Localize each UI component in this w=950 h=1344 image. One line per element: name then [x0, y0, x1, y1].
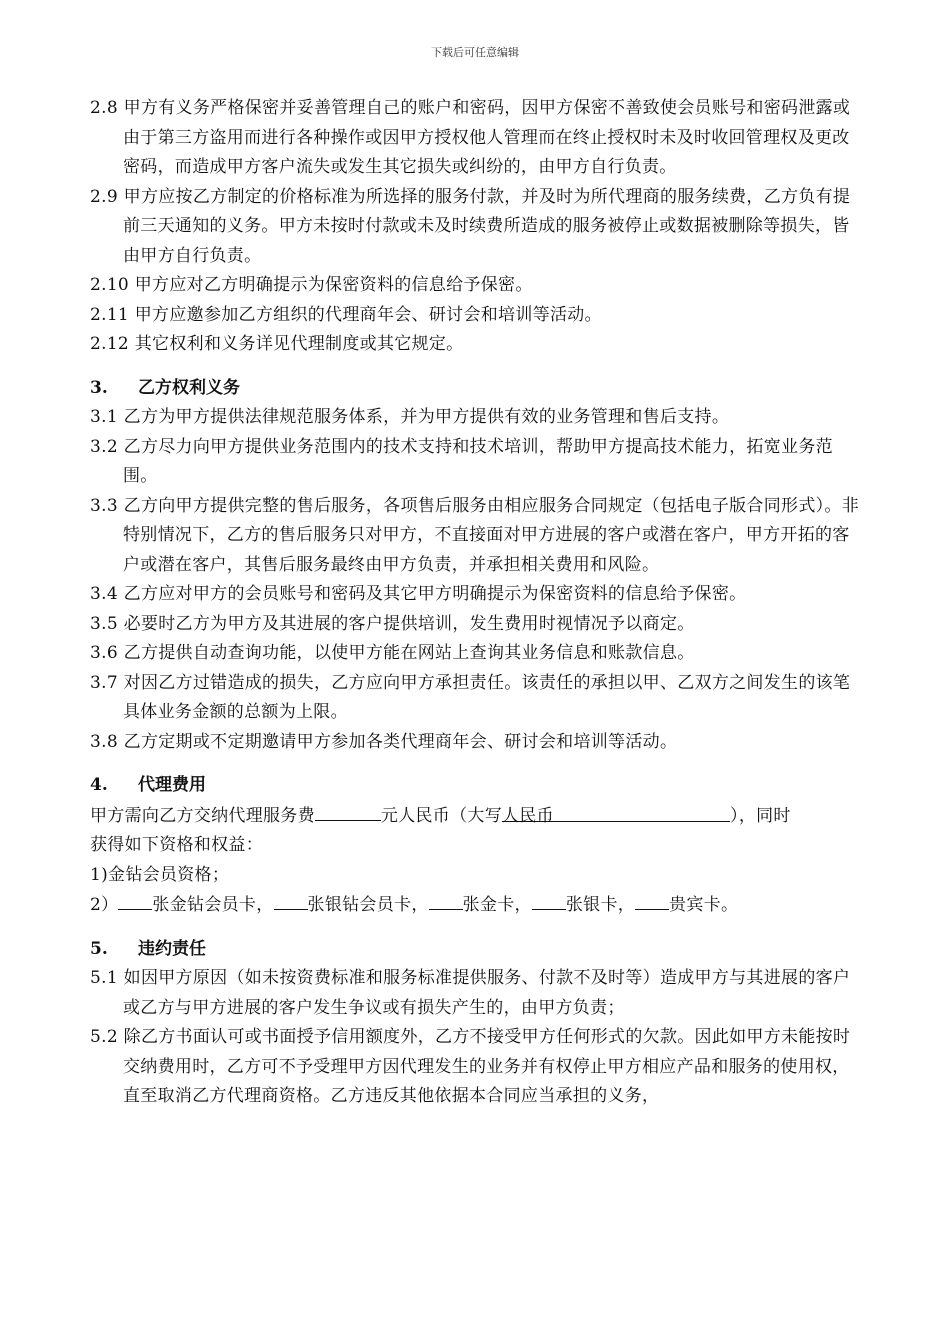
clause-3-3: 3.3 乙方向甲方提供完整的售后服务，各项售后服务由相应服务合同规定（包括电子版合同形式）。非特别情况下，乙方的售后服务只对甲方，不直接面对甲方进展的客户或潜在客户，甲方开拓的客户或潜在客户，其售后服务最终由甲方负责，并承担相关费用和风险。: [90, 495, 860, 575]
card-item: 张银钻会员卡，: [307, 895, 429, 915]
card-item: 贵宾卡。: [669, 895, 739, 915]
section-4-number: 4.: [90, 775, 108, 795]
fee-amount-blank: [315, 801, 381, 821]
clause-2-8: 2.8 甲方有义务严格保密并妥善管理自己的账户和密码，因甲方保密不善致使会员账号和密码泄露或由于第三方盗用而进行各种操作或因甲方授权他人管理而在终止授权时未及时收回管理权及更改密码，而造成甲方客户流失或发生其它损失或纠纷的，由甲方自行负责。: [90, 98, 851, 177]
card-count-blank: [532, 890, 566, 910]
section-3-heading: [90, 374, 865, 404]
section-2-items: [90, 94, 865, 360]
fee-line: [90, 801, 865, 832]
benefit-2: [90, 890, 865, 921]
card-count-blank: [118, 890, 152, 910]
card-count-blank: [274, 890, 308, 910]
section-3-title: 乙方权利义务: [138, 377, 240, 398]
card-item: 张银卡，: [565, 895, 636, 915]
clause-2-10: 2.10 甲方应对乙方明确提示为保密资料的信息给予保密。: [90, 275, 533, 295]
card-item: 张金卡，: [462, 895, 532, 915]
section-3-items: [90, 403, 865, 757]
clause-3-4: 3.4 乙方应对甲方的会员账号和密码及其它甲方明确提示为保密资料的信息给予保密。: [90, 584, 747, 604]
section-5-number: 5.: [90, 938, 108, 959]
section-5-items: [90, 964, 865, 1112]
clause-3-8: 3.8 乙方定期或不定期邀请甲方参加各类代理商年会、研讨会和培训等活动。: [90, 731, 678, 752]
clause-3-5: 3.5 必要时乙方为甲方及其进展的客户提供培训，发生费用时视情况予以商定。: [90, 613, 695, 634]
clause-3-2: 3.2 乙方尽力向甲方提供业务范围内的技术支持和技术培训，帮助甲方提高技术能力，拓宽业务范围。: [90, 436, 833, 486]
fee-suffix: ），同时: [730, 805, 791, 826]
clause-2-11: 2.11 甲方应邀参加乙方组织的代理商年会、研讨会和培训等活动。: [90, 304, 602, 325]
fee-currency: 人民币: [502, 805, 554, 826]
section-5-title: 违约责任: [138, 938, 206, 959]
page-header: 下载后可任意编辑: [431, 46, 519, 59]
clause-2-12: 2.12 其它权利和义务详见代理制度或其它规定。: [90, 334, 464, 354]
section-3-number: 3.: [90, 377, 108, 398]
contract-body: [90, 94, 865, 1112]
benefit-2-prefix: 2）: [90, 895, 119, 915]
clause-3-1: 3.1 乙方为甲方提供法律规范服务体系，并为甲方提供有效的业务管理和售后支持。: [90, 407, 730, 427]
clause-3-6: 3.6 乙方提供自动查询功能，以使甲方能在网站上查询其业务信息和账款信息。: [90, 643, 695, 663]
clause-5-1: 5.1 如因甲方原因（如未按资费标准和服务标准提供服务、付款不及时等）造成甲方与其进展的客户或乙方与甲方进展的客户发生争议或有损失产生的，由甲方负责；: [90, 968, 851, 1018]
clause-2-9: 2.9 甲方应按乙方制定的价格标准为所选择的服务付款，并及时为所代理商的服务续费，乙方负有提前三天通知的义务。甲方未按时付款或未及时续费所造成的服务被停止或数据被删除等损失，皆由甲方自行负责。: [90, 186, 851, 266]
fee-capital-blank: [502, 802, 730, 826]
card-count-blank: [635, 890, 669, 910]
section-4-title: 代理费用: [138, 775, 206, 795]
card-item: 张金钻会员卡，: [152, 895, 274, 915]
card-count-blank: [429, 890, 463, 910]
section-4-heading: [90, 771, 865, 801]
fee-prefix: 甲方需向乙方交纳代理服务费: [90, 805, 315, 826]
clause-3-7: 3.7 对因乙方过错造成的损失，乙方应向甲方承担责任。该责任的承担以甲、乙双方之间发生的该笔具体业务金额的总额为上限。: [90, 672, 851, 722]
section-5-heading: [90, 935, 865, 965]
benefit-1: 1)金钻会员资格；: [90, 864, 230, 885]
clause-5-2: 5.2 除乙方书面认可或书面授予信用额度外，乙方不接受甲方任何形式的欠款。因此如甲方未能按时交纳费用时，乙方可不予受理甲方因代理发生的业务并有权停止甲方相应产品和服务的使用权，直至取消乙方代理商资格。乙方违反其他依据本合同应当承担的义务，: [90, 1027, 851, 1106]
fee-unit: 元人民币（大写: [380, 805, 503, 826]
benefits-intro: 获得如下资格和权益：: [90, 835, 263, 855]
